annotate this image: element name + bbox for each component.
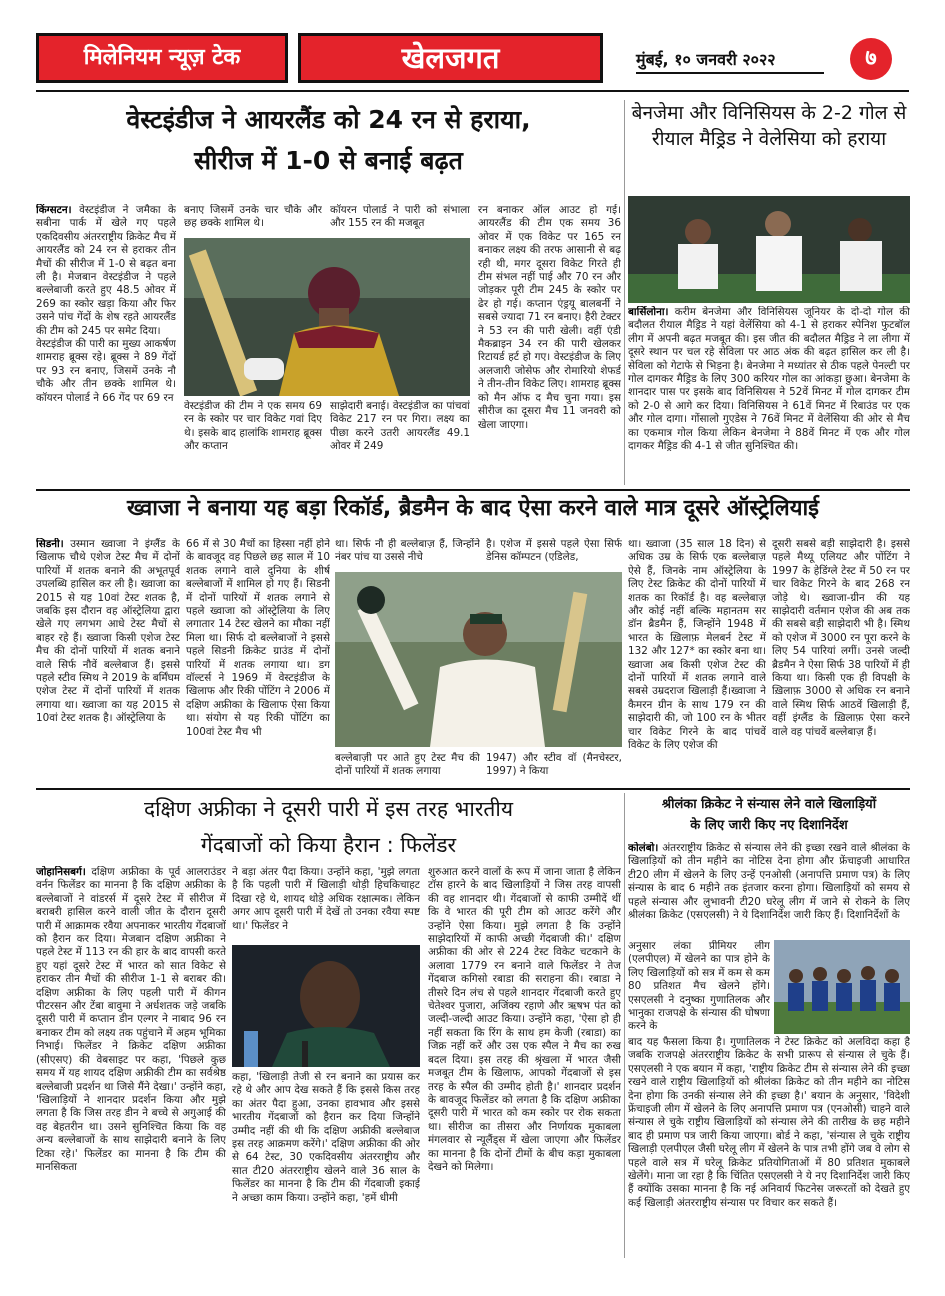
philander-press-photo: [232, 945, 420, 1067]
story-column: ने बड़ा अंतर पैदा किया। उन्होंने कहा, 'मुझे लगता है कि पहली पारी में खिलाड़ी थोड़ी हिचकिचाहट दिखा रहे थे, शायद थोड़े अधिक रक्षात्मक। लेकिन अगर आप दूसरी पारी में देखें तो उनका रवैया स्पष्ट था।' फिलेंडर ने: [232, 866, 420, 932]
edition-date: मुंबई, १० जनवरी २०२२: [636, 48, 824, 74]
masthead-rule: [36, 90, 909, 92]
dateline: जोहानिसबर्ग।: [36, 866, 86, 878]
story-column: कॉयरन पोलार्ड ने पारी को संभाला और 155 रन की मजबूत: [330, 204, 470, 230]
dateline: कोलंबो।: [628, 842, 659, 854]
headline-line-2: के लिए जारी किए नए दिशानिर्देश: [690, 818, 848, 833]
story-body: [628, 306, 910, 486]
headline-line-1: श्रीलंका क्रिकेट ने संन्यास लेने वाले खिलाड़ियों: [661, 797, 877, 812]
paragraph: करीम बेनजेमा और विनिसियस जूनियर के दो-दो गोल की बदौलत रीयाल मैड्रिड ने यहां वेलेंसिया को 4-1 से हराकर स्पेनिश फुटबॉल लीग में अपनी बढ़त मजबूत की। इस जीत की बदौलत मैड्रिड ने ला लीगा में दूसरे स्थान पर चल रहे सेविला पर आठ अंक की बढ़त हासिल कर ली है। सेविला को गेटाफे से भिड़ना है। बेनजेमा ने मध्यांतर से ठीक पहले पेनल्टी पर गोल दागकर मैड्रिड के लिए 300 करियर गोल का आंकड़ा छुआ। बेनजेमा के शानदार पास पर इसके बाद विनिसियस ने 52वें मिनट में गोल दागकर टीम को 2-0 से आगे कर दिया। विनिसियस ने 61वें मिनट में रिबाउंड पर एक और गोल दागा। गोंसालो गुएडेस ने 76वें मिनट में वेलेंसिया की ओर से मैच का एकमात्र गोल किया लेकिन बेनजेमा ने 88वें मिनट में एक और गोल दागकर मैड्रिड की 4-1 से जीत सुनिश्चित की।: [628, 306, 910, 453]
football-players-photo: [628, 196, 910, 303]
story-column: था। सिर्फ नौ ही बल्लेबाज़ हैं, जिन्होंने नंबर पांच या उससे नीचे: [335, 538, 480, 564]
story-column: है। एशेज में इससे पहले ऐसा सिर्फ डेनिस कॉम्पटन (एडिलेड,: [486, 538, 622, 564]
sri-lanka-team-photo: [774, 940, 910, 1034]
story-column: 1947) और स्टीव वॉ (मैनचेस्टर, 1997) ने किया: [486, 752, 622, 778]
story-column: दूसरी सबसे बड़ी साझेदारी है। इससे पहले मैथ्यू एलियट और पोंटिंग ने 1997 के हेडिंग्ले टेस्ट में 50 रन पर चार विकेट गिरने के बाद 268 रन जोड़े थे। ख्वाजा-ग्रीन की यह साझेदारी वर्तमान एशेज की अब तक की सबसे बड़ी साझेदारी भी है। स्मिथ को एशेज में 3000 रन पूरा करने के लिए 54 पारियां लगीं। उनसे जल्दी ब्रैडमैन ने ऐसा सिर्फ 38 पारियों में ही किया था। किसी एक ही विपक्षी के ख़िलाफ़ 3000 से अधिक रन बनाने वाले स्मिथ सिर्फ आठवें खिलाड़ी हैं, वहीं इंग्लैंड के ख़िलाफ़ ऐसा करने वाले वह पांचवें बल्लेबाज़ हैं।: [772, 538, 910, 738]
dateline: किंग्सटन।: [36, 204, 72, 216]
story-column: बाद यह फैसला किया है। गुणातिलक ने टेस्ट क्रिकेट को अलविदा कहा है जबकि राजपक्षे अंतरराष्ट्रीय क्रिकेट के सभी प्रारूप से संन्यास ले चुके हैं। एसएलसी ने एक बयान में कहा, 'राष्ट्रीय क्रिकेट टीम से संन्यास लेने की इच्छा रखने वाले राष्ट्रीय खिलाड़ियों को श्रीलंका क्रिकेट को तीन महीने का नोटिस देना होगा कि उनकी संन्यास लेने की इच्छा है।' बयान के अनुसार, 'विदेशी फ्रेंचाइजी लीग में खेलने के लिए अनापत्ति प्रमाण पत्र (एनओसी) चाहने वाले संन्यास ले चुके राष्ट्रीय खिलाड़ियों को संन्यास लेने की तारीख के छह महीने बाद ही प्रमाण पत्र जारी किया जाएगा। बोर्ड ने कहा, 'संन्यास ले चुके राष्ट्रीय खिलाड़ी एलपीएल जैसी घरेलू लीग में खेलने के पात्र तभी होंगे जब वे लोग से पहले वाले सत्र में घरेलू क्रिकेट प्रतियोगिताओं में 80 प्रतिशत मुकाबले खेलेंगे। माना जा रहा है कि चिंतित एसएलसी ने ये नए दिशानिर्देश जारी किए हैं क्योंकि उसका मानना है कि नई अनिवार्य फिटनेस जरूरतों को देखते हुए कई खिलाड़ी अंतरराष्ट्रीय संन्यास पर विचार कर सकते हैं।: [628, 1036, 910, 1209]
story-column: अनुसार लंका प्रीमियर लीग (एलपीएल) में खेलने का पात्र होने के लिए खिलाड़ियों को सत्र में कम से कम 80 प्रतिशत मैच खेलने होंगे। एसएलसी ने दनुष्का गुणातिलक और भानुका राजपक्षे के संन्यास की घोषणा करने के: [628, 940, 770, 1033]
headline-line-2: गेंदबाजों को किया हैरान : फिलेंडर: [200, 833, 457, 857]
paragraph: वेस्टइंडीज ने जमैका के सबीना पार्क में खेले गए पहले एकदिवसीय अंतरराष्ट्रीय क्रिकेट मैच में आयरलैंड को 24 रन से हराकर तीन मैचों की सीरीज में 1-0 से बढ़त बना ली है। मेजबान वेस्टइंडीज ने पहले बल्लेबाजी करते हुए 48.5 ओवर में 269 का स्कोर खड़ा किया और फिर उसने पांच गेंदों के शेष रहते आयरलैंड की टीम को 245 पर समेट दिया।: [36, 204, 176, 337]
story-column: वेस्टइंडीज की टीम ने एक समय 69 रन के स्कोर पर चार विकेट गवां दिए थे। इसके बाद हालांकि शामराह ब्रूक्स और कप्तान: [184, 400, 322, 453]
story-column: साझेदारी बनाई। वेस्टइंडीज का पांचवां विकेट 217 रन पर गिरा। लक्ष्य का पीछा करने उतरी आयरलैंड 49.1 ओवर में 249: [330, 400, 470, 453]
headline: बेनजेमा और विनिसियस के 2-2 गोल से रीयाल मैड्रिड ने वेलेसिया को हराया: [631, 102, 907, 151]
column-divider: [624, 793, 625, 1258]
page-number: ७: [850, 38, 892, 80]
story-column: बनाए जिसमें उनके चार चौके और छह छक्के शामिल थे।: [184, 204, 322, 230]
paragraph: दक्षिण अफ्रीका के पूर्व आलराउंडर वर्नन फिलेंडर का मानना है कि दक्षिण अफ्रीका के बल्लेबाजों ने वांडरर्स में दूसरे टेस्ट में सीरीज में बराबरी हासिल करने वाली जीत के दौरान दूसरी पारी में आक्रामक रवैया अपनाकर भारतीय गेंदबाजों को हैरान कर दिया। मेजबान दक्षिण अफ्रीका ने पहले टेस्ट में 113 रन की हार के बाद वापसी करते हुए यहां दूसरे टेस्ट में भारत को सात विकेट से हराकर तीन मैचों की सीरीज 1-1 से बराबर की। दक्षिण अफ्रीका के लिए पहली पारी में कीगन पीटरसन और टेंबा बावुमा ने अर्धशतक जड़े जबकि दूसरी पारी में कप्तान डीन एल्गर ने नाबाद 96 रन बनाकर टीम को लक्ष्य तक पहुंचाने में अहम भूमिका निभाई। फिलेंडर ने क्रिकेट दक्षिण अफ्रीका (सीएसए) की वेबसाइट पर कहा, 'पिछले कुछ समय में यह शायद दक्षिण अफ्रीकी टीम का सर्वश्रेष्ठ बल्लेबाजी प्रदर्शन था जिसे मैंने देखा।' उन्होंने कहा, 'खिलाड़ियों ने शानदार प्रदर्शन किया और मुझे लगता है कि जिस तरह डीन ने बच्चे से अगुआई की वह बेहतरीन था। उसने सुनिश्चित किया कि वह अन्य बल्लेबाजों के साथ साझेदारी बनाने के लिए टिका रहे।' फिलेंडर का मानना है कि टीम की मानसिकता: [36, 866, 226, 1173]
dateline: बार्सिलोना।: [628, 306, 669, 318]
headline-line-1: वेस्टइंडीज ने आयरलैंड को 24 रन से हराया,: [126, 105, 531, 134]
story-column: 66 में से 30 मैचों का हिस्सा नहीं होने के बावजूद वह पिछले छह साल में 10 शतक लगाने वाले दुनिया के शीर्ष बल्लेबाजों में शामिल हो गए हैं। सिडनी में दोनों पारियों में शतक लगाने से पहले ख्वाजा को ऑस्ट्रेलिया के लिए लगातार 14 टेस्ट खेलने का मौका नहीं मिला था। सिर्फ दो बल्लेबाजों ने इससे पहले सिडनी क्रिकेट ग्राउंड में दोनों पारियों में शतक लगाया था। डग वॉल्टर्स ने 1969 में वेस्टइंडीज के खिलाफ और रिकी पोंटिंग ने 2006 में दक्षिण अफ्रीका के खिलाफ ऐसा किया था। संयोग से यह रिकी पोंटिंग का 100वां टेस्ट मैच भी: [186, 538, 330, 738]
story-column: [36, 204, 176, 484]
story-column: [628, 842, 910, 938]
paragraph: अंतरराष्ट्रीय क्रिकेट से संन्यास लेने की इच्छा रखने वाले श्रीलंका के खिलाड़ियों को तीन महीने का नोटिस देना होगा और फ्रेंचाइजी आधारित टी20 लीग में खेलने के लिए उन्हें एनओसी (अनापत्ति प्रमाण पत्र) के लिए संन्यास के बाद 6 महीने तक इंतजार करना होगा। खिलाड़ियों को समय से पहले संन्यास और लुभावनी टी20 घरेलू लीग में जाने से रोकने के लिए श्रीलंका क्रिकेट (एसएलसी) ने ये दिशानिर्देश जारी किए हैं। दिशानिर्देशों के: [628, 842, 910, 922]
story-column: बल्लेबाज़ी पर आते हुए टेस्ट मैच की दोनों पारियों में शतक लगाया: [335, 752, 480, 778]
paragraph: उस्मान ख्वाजा ने इंग्लैंड के खिलाफ चौथे एशेज टेस्ट मैच में दोनों पारियों में शतक बनाने की अभूतपूर्व उपलब्धि हासिल कर ली है। ख्वाजा का 2015 से यह 10वां टेस्ट शतक है, जबकि इस दौरान वह ऑस्ट्रेलिया द्वारा खेले गए लगभग आधे टेस्ट मैचों से बाहर रहे हैं। ख्वाजा किसी एशेज टेस्ट मैच की दोनों पारियों में शतक बनाने वाले सिर्फ नौवें बल्लेबाज हैं। इससे पहले स्टीव स्मिथ ने 2019 के बर्मिंघम एशेज टेस्ट में दोनों पारियों में शतक लगाया था। ख्वाजा का यह 2015 से 10वां टेस्ट शतक है। ऑस्ट्रेलिया के: [36, 538, 180, 725]
story-column: शुरुआत करने वालों के रूप में जाना जाता है लेकिन टॉस हारने के बाद खिलाड़ियों ने जिस तरह वापसी की वह शानदार थी। गेंदबाजों से काफी उम्मीदें थीं कि वे भारत की पूरी टीम को आउट करेंगे और उन्होंने ऐसा किया। मुझे लगता है कि उन्होंने साझेदारियों में काफी अच्छी गेंदबाजी की।' दक्षिण अफ्रीका की ओर से 224 टेस्ट विकेट चटकाने के अलावा 1779 रन बनाने वाले फिलेंडर ने तेज गेंदबाज कगिसो रबाडा की सराहना की। रबाडा ने तीसरे दिन लंच से पहले शानदार गेंदबाजी करते हुए चेतेश्वर पुजारा, अजिंक्य रहाणे और ऋषभ पंत को जल्दी-जल्दी आउट किया। उन्होंने कहा, 'ऐसा हो ही नहीं सकता कि रिंग के साथ हम केजी (रबाडा) का जिक्र नहीं करें और उस एक स्पैल ने मैच का रुख बदल दिया। इस तरह की श्रृंखला में भारत जैसी मजबूत टीम के खिलाफ, आपको गेंदबाजों से इस तरह के स्पैल की उम्मीद होती है।' शानदार प्रदर्शन के बावजूद फिलेंडर को लगता है कि दक्षिण अफ्रीका दूसरी पारी में भारत को कम स्कोर पर रोक सकता था। सीरीज का तीसरा और निर्णायक मुकाबला मंगलवार से न्यूलैंड्स में खेला जाएगा और फिलेंडर का मानना है कि दोनों टीमों के बीच कड़ा मुकाबला देखने को मिलेगा।: [428, 866, 621, 1173]
story-column: [36, 866, 226, 1258]
headline-line-1: दक्षिण अफ्रीका ने दूसरी पारी में इस तरह भारतीय: [143, 797, 514, 821]
khawaja-celebrating-photo: [335, 572, 622, 747]
headline-line-2: सीरीज में 1-0 से बनाई बढ़त: [194, 146, 463, 175]
story-column: था। ख्वाजा (35 साल 18 दिन) से अधिक उम्र के सिर्फ एक बल्लेबाज़ ऐसे हैं, जिनके नाम ऑस्ट्रेलिया के लिए टेस्ट क्रिकेट की दोनों पारियों में शतक का रिकॉर्ड है। वह बल्लेबाज़ और कोई नहीं बल्कि महानतम सर डॉन ब्रैडमैन हैं, जिन्होंने 1948 में भारत के ख़िलाफ़ मेलबर्न टेस्ट में 132 और 127* का स्कोर बना था। ख्वाजा अब किसी एशेज टेस्ट की दोनों पारियों में शतक लगाने वाले सबसे उम्रदराज खिलाड़ी हैं।ख्वाजा ने कैमरन ग्रीन के साथ 179 रन की साझेदारी की, जो 100 रन के भीतर चार विकेट गिरने के बाद पांचवें विकेट के लिए एशेज की: [628, 538, 766, 752]
dateline: सिडनी।: [36, 538, 64, 550]
section-rule: [36, 489, 910, 491]
story-column: कहा, 'खिलाड़ी तेजी से रन बनाने का प्रयास कर रहे थे और आप देख सकते हैं कि इससे किस तरह का अंतर पैदा हुआ, उनका हावभाव और इससे भारतीय गेंदबाजों को हैरान कर दिया जिन्होंने उम्मीद नहीं की थी कि दक्षिण अफ्रीकी बल्लेबाज इस तरह आक्रमण करेंगे।' दक्षिण अफ्रीका की ओर से 64 टेस्ट, 30 एकदिवसीय अंतरराष्ट्रीय और सात टी20 अंतरराष्ट्रीय खेलने वाले 36 साल के फिलेंडर का मानना है कि टीम की गेंदबाजी इकाई ने अच्छा काम किया। उन्होंने कहा, 'हमें धीमी: [232, 1071, 420, 1204]
headline: ख्वाजा ने बनाया यह बड़ा रिकॉर्ड, ब्रैडमैन के बाद ऐसा करने वाले मात्र दूसरे ऑस्ट्रेलियाई: [127, 496, 819, 521]
section-rule: [36, 788, 910, 790]
story-column: [36, 538, 180, 783]
publication-name: मिलेनियम न्यूज़ टेक: [36, 33, 288, 83]
cricket-batsman-photo: [184, 238, 470, 396]
story-column: रन बनाकर ऑल आउट हो गई। आयरलैंड की टीम एक समय 36 ओवर में एक विकेट पर 165 रन बनाकर लक्ष्य की तरफ आसानी से बढ़ रही थी, मगर दूसरा विकेट गिरते ही टीम संभल नहीं पाई और 70 रन और जोड़कर पूरी टीम 245 के स्कोर पर ढेर हो गई। कप्तान एंड्रयू बालबर्नी ने सबसे ज्यादा 71 रन बनाए। हैरी टेक्टर ने 53 रन की पारी खेली। वहीं एंडी मैकब्राइन 34 रन की पारी खेलकर रिटायर्ड हर्ट हो गए। वेस्टइंडीज के लिए अलजारी जोसेफ और रोमारियो शेफर्ड ने तीन-तीन विकेट लिए। शामराह ब्रूक्स को मैन ऑफ द मैच चुना गया। इस सीरीज का दूसरा मैच 11 जनवरी को खेला जाएगा।: [478, 204, 621, 431]
column-divider: [624, 100, 625, 485]
section-title: खेलजगत: [298, 33, 603, 83]
paragraph: वेस्टइंडीज की पारी का मुख्य आकर्षण शामराह ब्रूक्स रहे। ब्रूक्स ने 89 गेंदों पर 93 रन बनाए, जिसमें उनके नौ चौके और तीन छक्के शामिल थे। कॉयरन पोलार्ड ने 66 गेंद पर 69 रन: [36, 338, 176, 404]
